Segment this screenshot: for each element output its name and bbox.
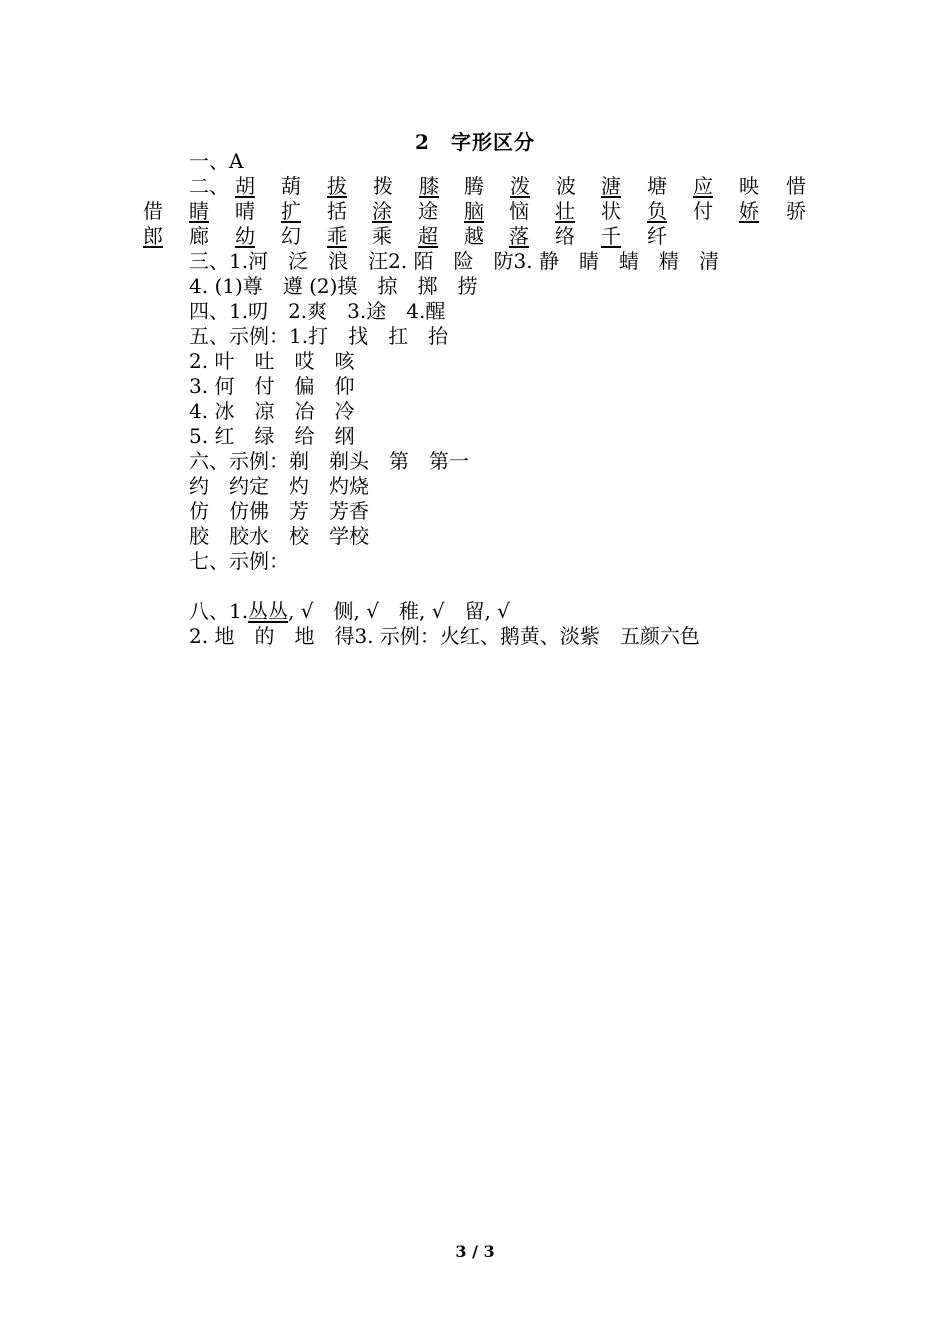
char-cell: 扩 bbox=[281, 199, 301, 223]
section-1-label: 一、 bbox=[189, 149, 229, 173]
char-cell: 络 bbox=[555, 224, 575, 248]
char-cell: 廊 bbox=[189, 224, 209, 248]
char-cell: 涂 bbox=[372, 199, 392, 223]
section-8-prefix: 1. bbox=[229, 599, 249, 623]
section-2-row-1 bbox=[235, 174, 808, 199]
char-cell: 娇 bbox=[739, 199, 759, 223]
section-5-line-1 bbox=[189, 324, 448, 349]
section-4-text: 1.叨 2.爽 3.途 4.醒 bbox=[229, 299, 446, 323]
char-cell: 恼 bbox=[509, 199, 529, 223]
section-7-text: 示例： bbox=[229, 549, 289, 573]
section-1-answer: A bbox=[229, 149, 244, 173]
char-cell: 脑 bbox=[464, 199, 484, 223]
section-5-text: 示例：1.打 找 扛 抬 bbox=[229, 324, 449, 348]
page-title: 2 字形区分 bbox=[415, 130, 535, 154]
section-5-line-3: 3. 何 付 偏 仰 bbox=[189, 374, 355, 398]
char-cell: 幻 bbox=[281, 224, 301, 248]
char-cell: 应 bbox=[693, 174, 713, 198]
char-cell: 葫 bbox=[281, 174, 301, 198]
section-5-line-2: 2. 叶 吐 哎 咳 bbox=[189, 349, 355, 373]
char-cell: 借 bbox=[143, 199, 163, 223]
section-5-label: 五、 bbox=[189, 324, 229, 348]
section-7 bbox=[189, 549, 289, 574]
char-cell: 落 bbox=[509, 224, 529, 248]
section-2-label: 二、 bbox=[189, 174, 229, 198]
char-cell: 纤 bbox=[647, 224, 667, 248]
char-cell: 塘 bbox=[647, 174, 667, 198]
char-cell: 越 bbox=[464, 224, 484, 248]
char-cell: 腾 bbox=[464, 174, 484, 198]
char-cell: 晴 bbox=[235, 199, 255, 223]
char-cell: 乖 bbox=[327, 224, 347, 248]
char-cell: 郎 bbox=[143, 224, 163, 248]
char-cell: 胡 bbox=[235, 174, 255, 198]
section-6-label: 六、 bbox=[189, 449, 229, 473]
char-cell: 壮 bbox=[555, 199, 575, 223]
char-cell: 括 bbox=[327, 199, 347, 223]
section-8-line-1 bbox=[189, 599, 510, 624]
page-number: 3 / 3 bbox=[455, 1242, 495, 1261]
section-5-line-4: 4. 冰 凉 冶 冷 bbox=[189, 399, 355, 423]
section-4 bbox=[189, 299, 445, 324]
section-8-line-2: 2. 地 的 地 得3. 示例：火红、鹅黄、淡紫 五颜六色 bbox=[189, 624, 700, 648]
section-1 bbox=[189, 149, 243, 174]
section-6-line-3: 仿 仿佛 芳 芳香 bbox=[189, 499, 369, 523]
char-cell: 拨 bbox=[373, 174, 393, 198]
section-3-line-1 bbox=[189, 249, 719, 274]
section-2-row-3 bbox=[143, 224, 808, 249]
section-3-label: 三、 bbox=[189, 249, 229, 273]
char-cell: 波 bbox=[556, 174, 576, 198]
section-3-text: 1.河 泛 浪 汪2. 陌 险 防3. 静 睛 蜻 精 清 bbox=[229, 249, 719, 273]
char-cell: 超 bbox=[418, 224, 438, 248]
char-cell: 付 bbox=[693, 199, 713, 223]
section-6-text: 示例：剃 剃头 第 第一 bbox=[229, 449, 469, 473]
char-cell: 乘 bbox=[372, 224, 392, 248]
char-cell: 溏 bbox=[601, 174, 621, 198]
char-cell: 膝 bbox=[419, 174, 439, 198]
char-cell: 负 bbox=[647, 199, 667, 223]
section-7-label: 七、 bbox=[189, 549, 229, 573]
section-5-line-5: 5. 红 绿 给 纲 bbox=[189, 424, 355, 448]
char-cell: 千 bbox=[601, 224, 621, 248]
section-6-line-2: 约 约定 灼 灼烧 bbox=[189, 474, 369, 498]
char-cell: 睛 bbox=[189, 199, 209, 223]
section-2-row-2 bbox=[143, 199, 808, 224]
section-6-line-1 bbox=[189, 449, 469, 474]
char-cell: 途 bbox=[418, 199, 438, 223]
section-8-underlined: 丛丛 bbox=[248, 599, 289, 623]
char-cell: 状 bbox=[601, 199, 621, 223]
char-cell: 幼 bbox=[235, 224, 255, 248]
char-cell: 映 bbox=[739, 174, 759, 198]
section-4-label: 四、 bbox=[189, 299, 229, 323]
section-6-line-4: 胶 胶水 校 学校 bbox=[189, 524, 369, 548]
char-cell: 骄 bbox=[786, 199, 806, 223]
char-cell: 惜 bbox=[786, 174, 806, 198]
section-8-rest: , √ 侧, √ 稚, √ 留, √ bbox=[288, 599, 510, 623]
char-cell: 泼 bbox=[510, 174, 530, 198]
section-8-label: 八、 bbox=[189, 599, 229, 623]
section-3-line-2: 4. (1)尊 遵 (2)摸 掠 掷 捞 bbox=[189, 274, 478, 298]
char-cell: 拔 bbox=[327, 174, 347, 198]
